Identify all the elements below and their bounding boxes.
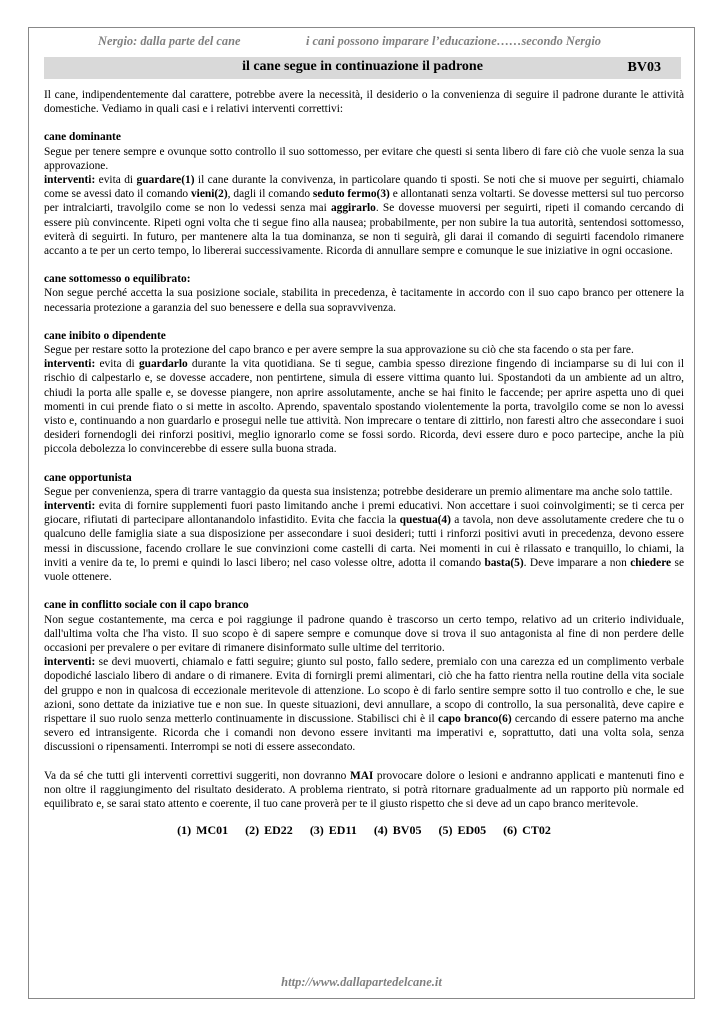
reference-item: (2) ED22 (245, 823, 293, 838)
section-desc-opportunista: Segue per convenienza, spera di trarre vantaggio da questa sua insistenza; potrebbe desiderare un premio alimentare ma anche solo tattile. (44, 485, 673, 498)
section-interventions-conflitto: interventi: se devi muoverti, chiamalo e fatti seguire; giunto sul posto, fallo sedere, premialo con una carezza ed un complimento verbale dopodiché lascialo libero di andare o di rimanere. Evita di fornirgli premi alimentari, ciò che ha fatto rientra nella routine della vita sociale del gruppo e non in qualcosa di eccezionale meritevole di attenzione. Lo scopo è di farlo sentire sempre sotto il tuo controllo e che, le sue azioni, sono dettate da iniziative tue e non sue. In queste situazioni, devi annullare, a scopo di controllo, la sua personalità, deve capire e rispettare il suo ruolo senza metterlo continuamente in discussione. Stabilisci chi è il capo branco(6) cercando di essere paterno ma anche severo ed intransigente. Ricorda che i comandi non devono essere invitanti ma imperativi e, soprattutto, dati una volta sola, senza discussioni o ripensamenti. Interrompi se noti di essere assecondato. (44, 656, 684, 754)
emphasis-term: aggirarlo (330, 202, 376, 215)
document-title: il cane segue in continuazione il padrone (242, 59, 483, 74)
emphasis-term: MAI (349, 769, 374, 782)
section-heading-dominante: cane dominante (44, 131, 121, 144)
interventions-label: interventi: (44, 656, 96, 669)
reference-item: (1) MC01 (177, 823, 229, 838)
reference-item: (4) BV05 (373, 823, 422, 838)
section-desc-sottomesso: Non segue perché accetta la sua posizione sociale, stabilita in precedenza, è tacitamente in accordo con il suo capo branco per ottenere la necessaria protezione a garanzia del suo benessere e della sua sopravvivenza. (44, 287, 684, 314)
section-heading-conflitto: cane in conflitto sociale con il capo branco (44, 599, 249, 612)
section-desc-inibito: Segue per restare sotto la protezione del capo branco e per avere sempre la sua approvazione su ciò che sta facendo o sta per fare. (44, 344, 634, 357)
header-left: Nergio: dalla parte del cane (98, 34, 241, 48)
intro-paragraph: Il cane, indipendentemente dal carattere, potrebbe avere la necessità, il desiderio o la convenienza di seguire il padrone durante le attività domestiche. Vediamo in quali casi e i relativi interventi correttivi: (44, 89, 684, 116)
ref-term: capo branco(6) (438, 712, 512, 725)
document-body (44, 88, 684, 837)
section-interventions-opportunista: interventi: evita di fornire supplementi fuori pasto limitando anche i premi educativi. Non accettare i suoi coinvolgimenti; se ti cerca per giocare, rifiutati di partecipare allontanandolo infastidito. Evita che faccia la questua(4) a tavola, non deve assolutamente credere che tu o qualcuno delle famiglia siate a sua disposizione per assecondare i suoi desideri; tutti i rinforzi positivi avuti in precedenza, devono essere messi in discussione, facendo crollare le sue convinzioni come castelli di carta. Nei momenti in cui è rilassato e tranquillo, lo chiami, la inviti a venire da te, lo premi e quindi lo lasci libero; nel caso volesse oltre, adotta il comando basta(5). Deve imparare a non chiedere se vuole ottenere. (44, 500, 685, 584)
section-heading-sottomesso: cane sottomesso o equilibrato: (44, 273, 191, 286)
conclusion-paragraph: Va da sé che tutti gli interventi correttivi suggeriti, non dovranno MAI provocare dolore o lesioni e andranno applicati e mantenuti fino e non oltre il raggiungimento del risultato desiderato. A problema rientrato, si potrà ritornare gradualmente ad un rapporto più normale ed equilibrato e, se sarai stato attento e coerente, il tuo cane proverà per te il giusto rispetto che si deve ad un capo branco meritevole. (44, 769, 684, 810)
ref-term: basta(5) (484, 556, 524, 569)
section-heading-inibito: cane inibito o dipendente (44, 329, 166, 342)
section-desc-dominante: Segue per tenere sempre e ovunque sotto controllo il suo sottomesso, per evitare che questi si senta libero di fare ciò che vuole senza la sua approvazione. (44, 145, 684, 172)
footer-url: http://www.dallapartedelcane.it (281, 975, 442, 989)
emphasis-term: guardarlo (138, 358, 188, 371)
references-list (44, 823, 684, 837)
ref-term: seduto fermo(3) (312, 188, 390, 201)
ref-term: vieni(2) (190, 188, 228, 201)
section-desc-conflitto: Non segue costantemente, ma cerca e poi raggiunge il padrone quando è trascorso un certo tempo, relativo ad un criterio individuale, dall'ultima volta che l'ha visto. Il suo scopo è di sapere sempre e comunque dove si trova il suo antagonista al fine di non perdere delle occasioni per prevalere o per evitare di rimanere disinformato sulle ultime del territorio. (44, 613, 684, 654)
reference-item: (5) ED05 (438, 823, 487, 838)
emphasis-term: chiedere (630, 556, 672, 569)
interventions-label: interventi: (44, 174, 96, 187)
title-bar (44, 57, 681, 79)
interventions-label: interventi: (44, 358, 96, 371)
section-interventions-dominante: interventi: evita di guardare(1) il cane durante la convivenza, in particolare quando ti sposti. Se noti che si muove per seguirti, chiamalo come se avessi dato il comando vieni(2), dagli il comando seduto fermo(3) e allontanati senza voltarti. Se dovesse mettersi sul tuo percorso per intralciarti, travolgilo come se non lo vedessi senza mai aggirarlo. Se dovesse muoversi per seguirti, ripeti il comando cercando di essere più convincente. Ripeti ogni volta che ti segue fino alla nausea; probabilmente, per non subire la tua autorità, sentendosi sottomesso, eviterà di seguirti. In futuro, per mantenere alta la tua dominanza, se non ti seguirà, gli darai il comando di seguirti facendolo rimanere accanto a te per un certo tempo, lo libererai successivamente. Ricorda di annullare sempre e comunque le sue iniziative in ogni occasione. (44, 174, 684, 258)
interventions-label: interventi: (44, 500, 96, 513)
header-right: i cani possono imparare l’educazione……secondo Nergio (306, 34, 601, 48)
ref-term: guardare(1) (136, 174, 195, 187)
section-interventions-inibito: interventi: evita di guardarlo durante la vita quotidiana. Se ti segue, cambia spesso direzione fingendo di inciamparse su di lui con il rischio di calpestarlo e, se dovesse accadere, non pentirtene, simula di essere vittima quanto lui. Spostandoti da un ambiente ad un altro, chiudi la porta alle spalle e, se dovesse piangere, non aprire assolutamente, anche se hai finito le faccende; per aprire aspetta uno di quei momenti in cui prende fiato o si mette in ascolto. Aprendo, spaventalo spostando violentemente la porta, travolgilo come se non lo avessi visto e, continuando a non guardarlo e prosegui nelle tue attività. Non imprecare o tentare di zittirlo, non faresti altro che assecondare i suoi desideri fornendogli dei rinforzi positivi, meglio ignorarlo come se fossi sordo. Ricorda, devi essere duro e poco partecipe, anche la più piccola debolezza lo convincerebbe di essere sulla buona strada. (44, 358, 684, 456)
page-header (28, 34, 695, 52)
section-heading-opportunista: cane opportunista (44, 471, 132, 484)
ref-term: questua(4) (399, 514, 451, 527)
reference-item: (3) ED11 (309, 823, 357, 838)
reference-item: (6) CT02 (503, 823, 551, 838)
document-code: BV03 (627, 60, 661, 75)
